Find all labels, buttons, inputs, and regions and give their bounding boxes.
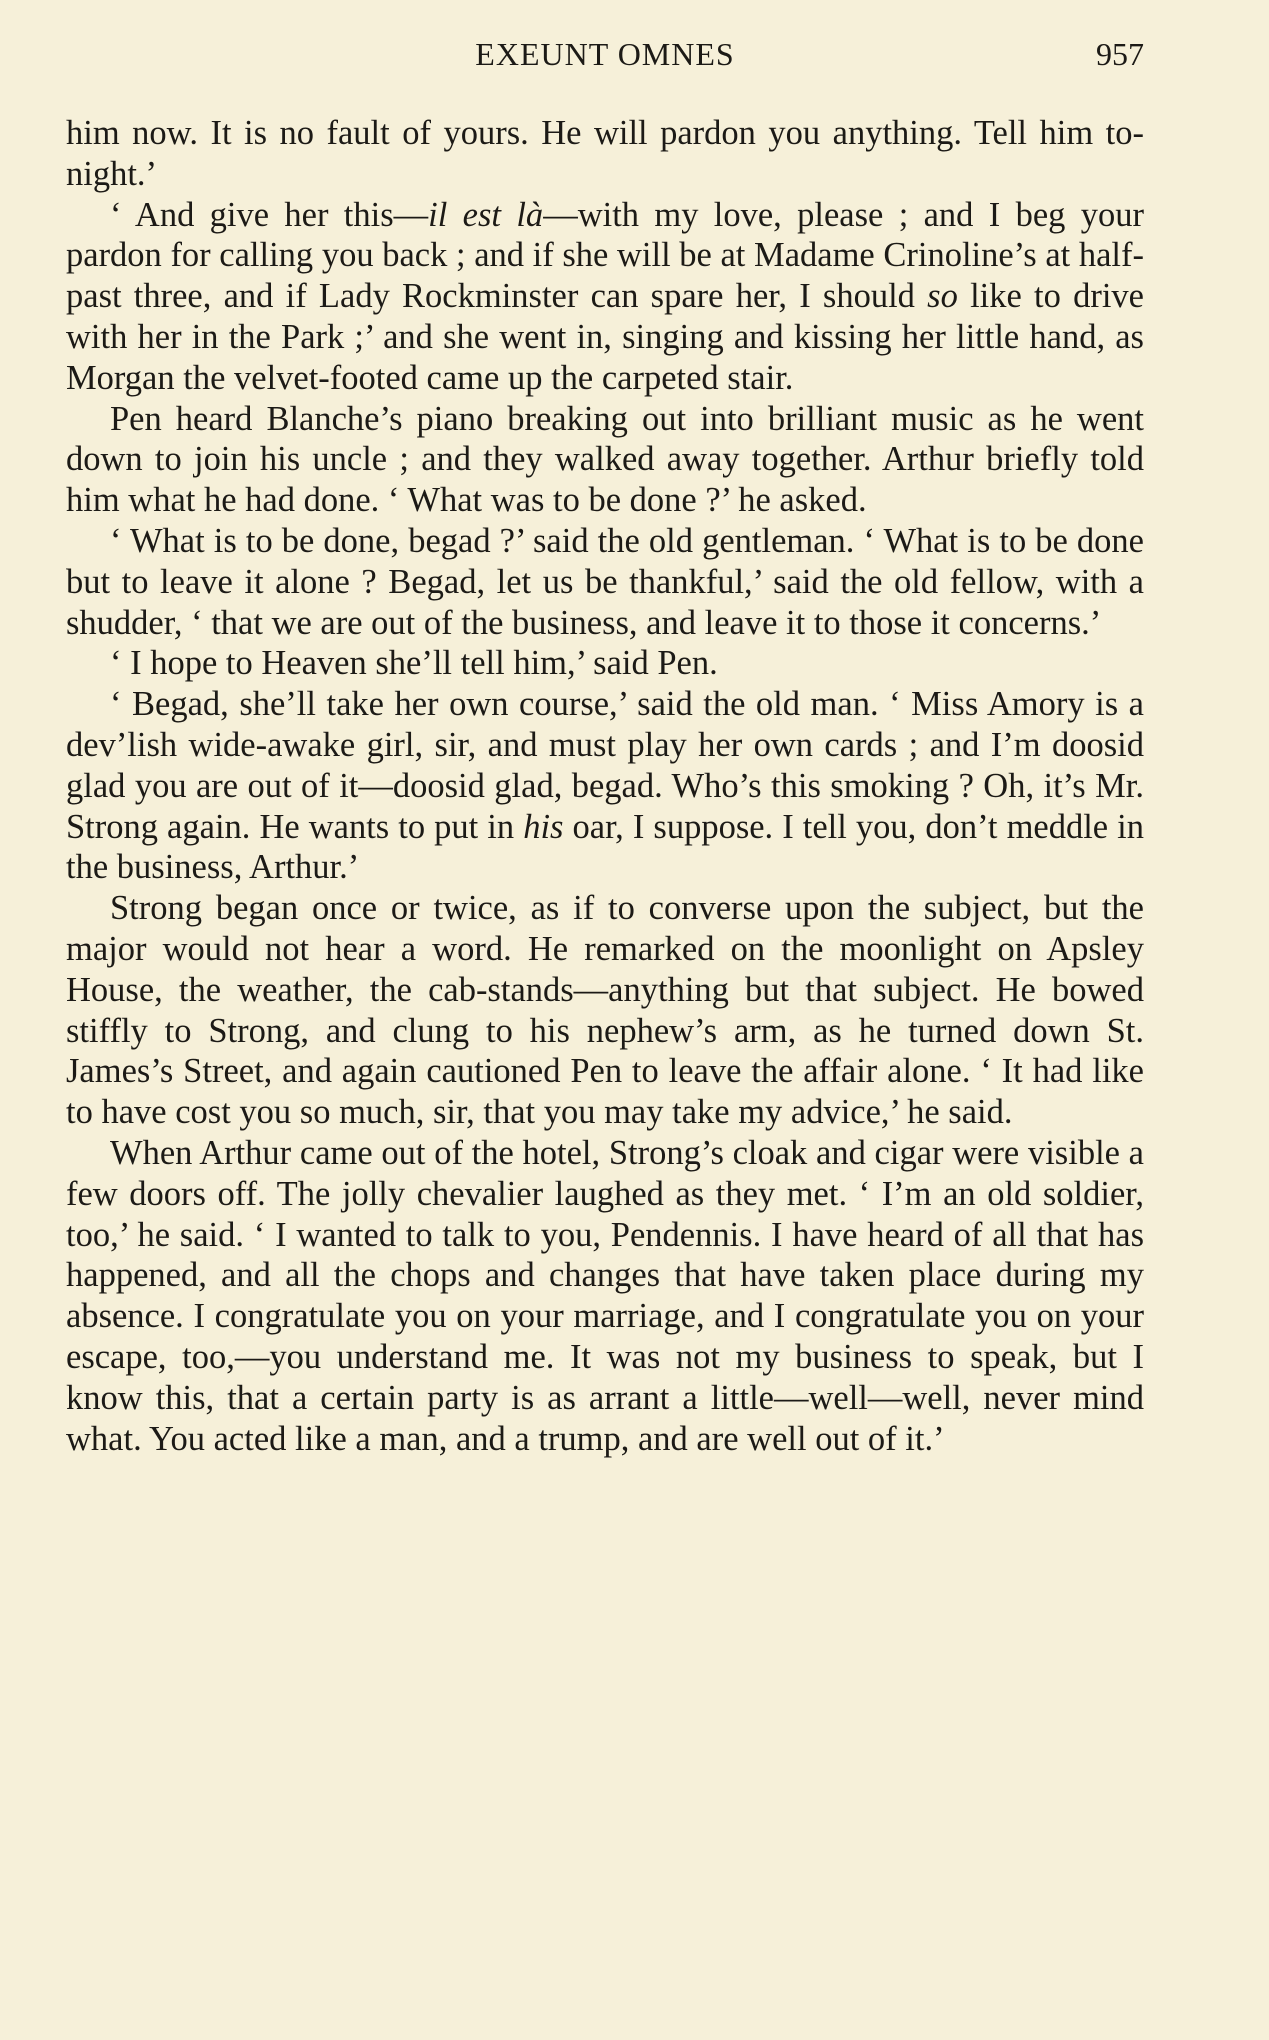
- italic-text-run: his: [523, 807, 564, 846]
- italic-text-run: so: [927, 277, 958, 316]
- text-run: him now. It is no fault of yours. He will pardon you anything. Tell him to-night.’: [66, 114, 1144, 193]
- running-head: [66, 36, 1144, 80]
- text-run: ‘ And give her this—: [110, 195, 429, 234]
- text-run: —with my love, please ; and I beg your pardon for calling you back ; and if she will be at Madame Crinoline’s at half-past three, and if Lady Rockminster can spare her, I should: [66, 195, 1144, 316]
- text-run: Strong began once or twice, as if to converse upon the subject, but the major would not hear a word. He remarked on the moonlight on Apsley House, the weather, the cab-stands—anything but that subject. He bowed stiffly to Strong, and clung to his nephew’s arm, as he turned down St. James’s Street, and again cautioned Pen to leave the affair alone. ‘ It had like to have cost you so much, sir, that you may take my advice,’ he said.: [66, 889, 1144, 1132]
- running-title: EXEUNT OMNES: [475, 36, 735, 72]
- text-run: oar, I suppose. I tell you, don’t meddle in the business, Arthur.’: [66, 807, 1144, 887]
- text-run: ‘ Begad, she’ll take her own course,’ said the old man. ‘ Miss Amory is a dev’lish wide-awake girl, sir, and must play her own cards ; and I’m doosid glad you are out of it—doosid glad, begad. Who’s this smoking ? Oh, it’s Mr. Strong again. He wants to put in: [66, 685, 1144, 846]
- paragraph: [66, 113, 1144, 195]
- text-run: like to drive with her in the Park ;’ and she went in, singing and kissing her little hand, as Morgan the velvet-footed came up the carpeted stair.: [66, 277, 1144, 397]
- text-run: ‘ What is to be done, begad ?’ said the old gentleman. ‘ What is to be done but to leave it alone ? Begad, let us be thankful,’ said the old fellow, with a shudder, ‘ that we are out of the business, and leave it to those it concerns.’: [66, 521, 1144, 642]
- paragraph: [66, 1133, 1144, 1459]
- body-text: [66, 113, 1144, 1459]
- text-run: Pen heard Blanche’s piano breaking out into brilliant music as he went down to join his uncle ; and they walked away together. Arthur briefly told him what he had done. ‘ What was to be done ?’ he asked.: [66, 399, 1144, 520]
- text-run: ‘ I hope to Heaven she’ll tell him,’ said Pen.: [110, 644, 718, 683]
- paragraph: [66, 521, 1144, 643]
- paragraph: [66, 643, 1144, 684]
- page-number: 957: [1096, 36, 1144, 72]
- italic-text-run: il est là: [428, 195, 544, 234]
- text-run: When Arthur came out of the hotel, Strong’s cloak and cigar were visible a few doors off. The jolly chevalier laughed as they met. ‘ I’m an old soldier, too,’ he said. ‘ I wanted to talk to you, Pendennis. I have heard of all that has happened, and all the chops and changes that have taken place during my absence. I congratulate you on your marriage, and I congratulate you on your escape, too,—you understand me. It was not my business to speak, but I know this, that a certain party is as arrant a little—well—well, never mind what. You acted like a man, and a trump, and are well out of it.’: [66, 1133, 1144, 1458]
- paragraph: [66, 888, 1144, 1133]
- paragraph: [66, 195, 1144, 399]
- paragraph: [66, 684, 1144, 888]
- paragraph: [66, 399, 1144, 521]
